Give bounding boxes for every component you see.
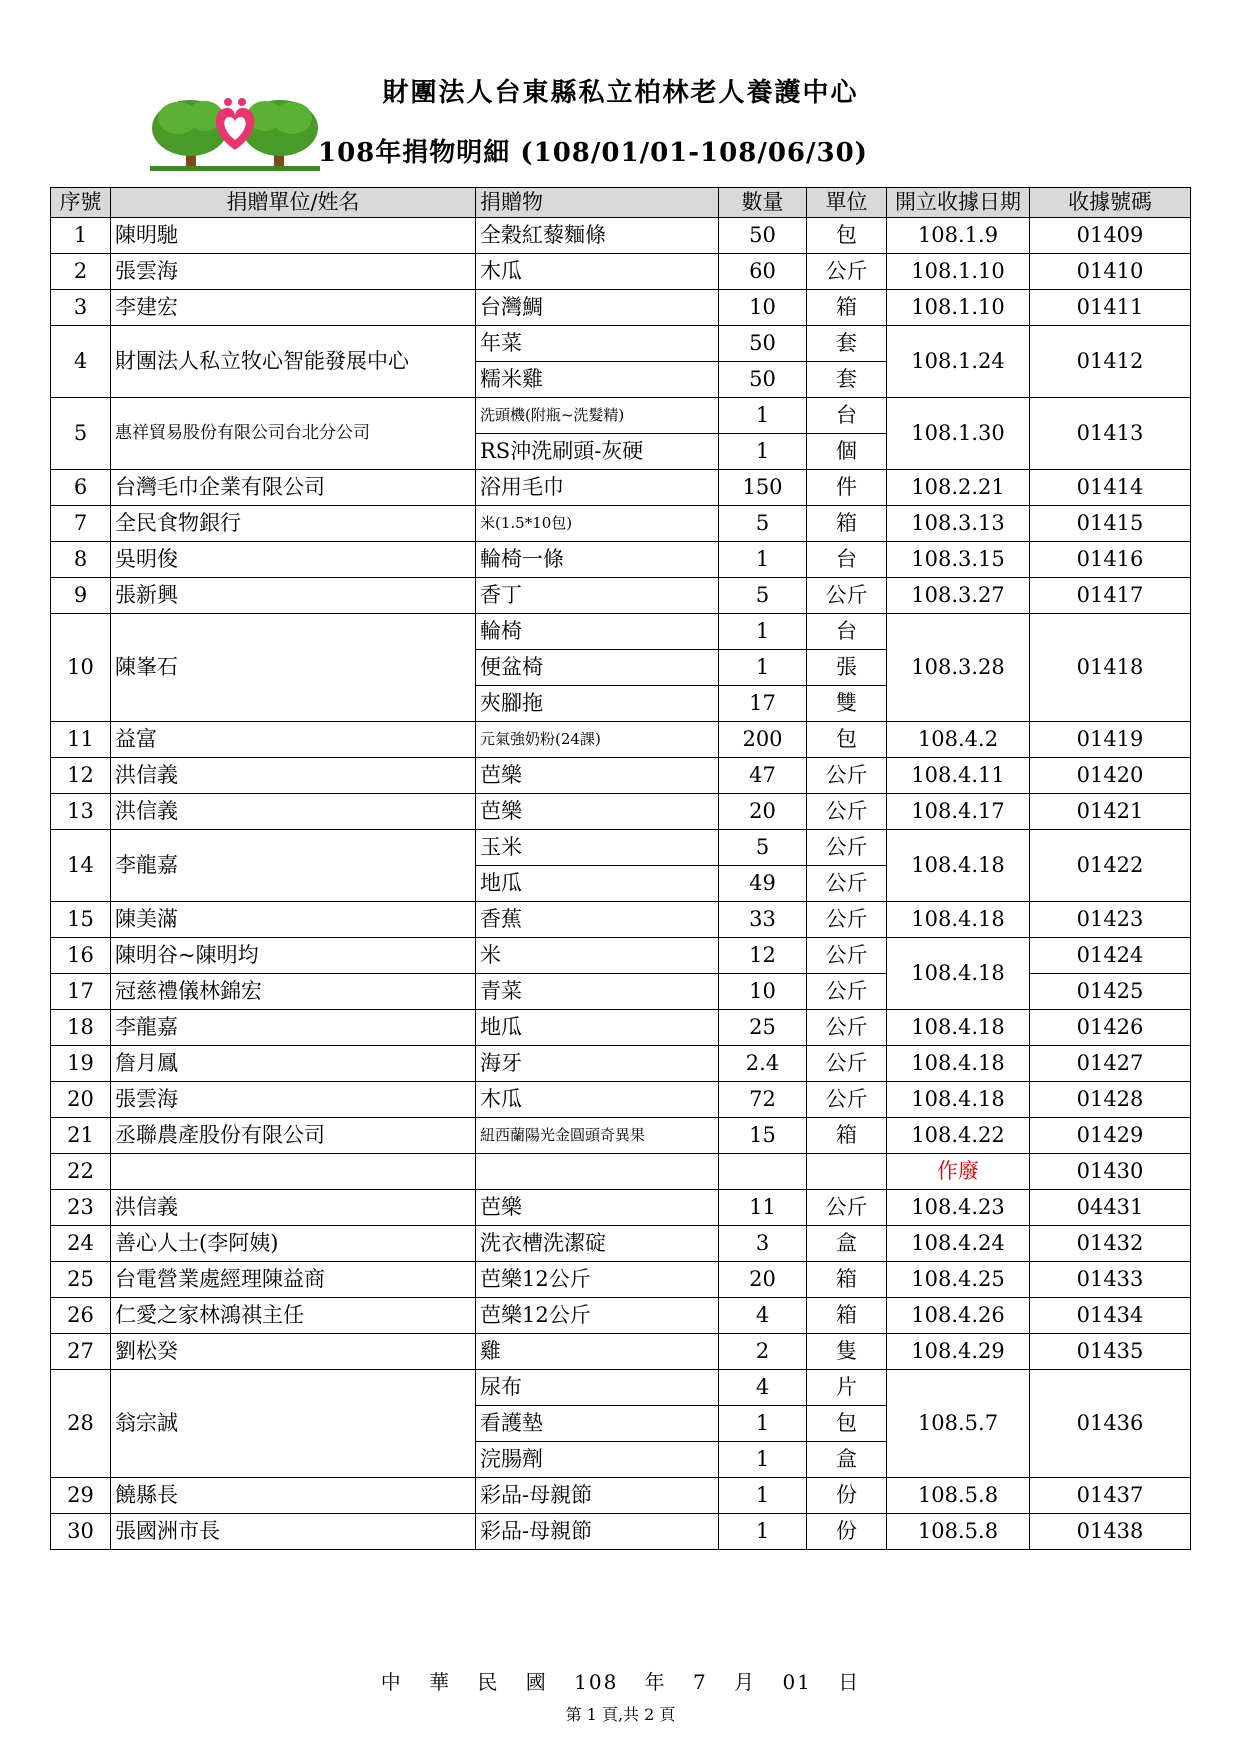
donated-item: 木瓜: [476, 254, 719, 290]
receipt-number: 01414: [1030, 470, 1191, 506]
quantity: 10: [719, 974, 807, 1010]
serial-number: 16: [51, 938, 111, 974]
receipt-date: 108.4.25: [887, 1262, 1030, 1298]
donated-item: 全穀紅藜麵條: [476, 218, 719, 254]
table-row: [51, 506, 1191, 542]
receipt-date: 108.1.10: [887, 290, 1030, 326]
quantity: 49: [719, 866, 807, 902]
unit: 公斤: [807, 794, 887, 830]
table-body: [51, 218, 1191, 1550]
donor-name: 張雲海: [111, 254, 476, 290]
quantity: 50: [719, 326, 807, 362]
receipt-number: 04431: [1030, 1190, 1191, 1226]
receipt-date: 108.3.15: [887, 542, 1030, 578]
column-header: 開立收據日期: [887, 188, 1030, 218]
donated-item: RS沖洗刷頭-灰硬: [476, 434, 719, 470]
unit: 公斤: [807, 1010, 887, 1046]
serial-number: 24: [51, 1226, 111, 1262]
quantity: 20: [719, 1262, 807, 1298]
unit: 套: [807, 326, 887, 362]
receipt-number: 01435: [1030, 1334, 1191, 1370]
quantity: 20: [719, 794, 807, 830]
serial-number: 23: [51, 1190, 111, 1226]
receipt-number: 01426: [1030, 1010, 1191, 1046]
donated-item: 芭樂12公斤: [476, 1262, 719, 1298]
donated-item: 玉米: [476, 830, 719, 866]
table-row: [51, 218, 1191, 254]
donated-item: 香蕉: [476, 902, 719, 938]
donor-name: 惠祥貿易股份有限公司台北分公司: [111, 398, 476, 470]
unit: 公斤: [807, 1046, 887, 1082]
receipt-date: 108.5.8: [887, 1478, 1030, 1514]
serial-number: 1: [51, 218, 111, 254]
unit: 包: [807, 722, 887, 758]
quantity: [719, 1154, 807, 1190]
unit: 份: [807, 1478, 887, 1514]
receipt-date: 108.3.13: [887, 506, 1030, 542]
receipt-number: 01434: [1030, 1298, 1191, 1334]
receipt-date: 108.4.23: [887, 1190, 1030, 1226]
table-row: [51, 1262, 1191, 1298]
donated-item: 芭樂: [476, 758, 719, 794]
receipt-date: 108.4.2: [887, 722, 1030, 758]
receipt-number: 01412: [1030, 326, 1191, 398]
donated-item: 便盆椅: [476, 650, 719, 686]
donor-name: 洪信義: [111, 758, 476, 794]
quantity: 50: [719, 362, 807, 398]
donated-item: 彩品-母親節: [476, 1514, 719, 1550]
tree-icon: [242, 100, 318, 168]
serial-number: 15: [51, 902, 111, 938]
quantity: 1: [719, 1442, 807, 1478]
column-header: 序號: [51, 188, 111, 218]
serial-number: 3: [51, 290, 111, 326]
donated-item: 米: [476, 938, 719, 974]
quantity: 5: [719, 506, 807, 542]
table-row: [51, 614, 1191, 650]
unit: 台: [807, 542, 887, 578]
receipt-number: 01418: [1030, 614, 1191, 722]
serial-number: 2: [51, 254, 111, 290]
donor-name: 台電營業處經理陳益商: [111, 1262, 476, 1298]
donor-name: 益富: [111, 722, 476, 758]
donor-name: 台灣毛巾企業有限公司: [111, 470, 476, 506]
table-row: [51, 1226, 1191, 1262]
table-row: [51, 254, 1191, 290]
donated-item: 香丁: [476, 578, 719, 614]
receipt-number: 01423: [1030, 902, 1191, 938]
unit: 公斤: [807, 1190, 887, 1226]
unit: 公斤: [807, 1082, 887, 1118]
unit: 隻: [807, 1334, 887, 1370]
quantity: 25: [719, 1010, 807, 1046]
receipt-number: 01409: [1030, 218, 1191, 254]
receipt-date: 108.5.8: [887, 1514, 1030, 1550]
unit: 公斤: [807, 578, 887, 614]
donated-item: 雞: [476, 1334, 719, 1370]
table-row: [51, 1118, 1191, 1154]
receipt-date: 108.1.10: [887, 254, 1030, 290]
donated-item: 台灣鯛: [476, 290, 719, 326]
receipt-date: 108.4.11: [887, 758, 1030, 794]
unit: 公斤: [807, 866, 887, 902]
receipt-date: 108.4.18: [887, 902, 1030, 938]
quantity: 2.4: [719, 1046, 807, 1082]
serial-number: 19: [51, 1046, 111, 1082]
quantity: 150: [719, 470, 807, 506]
unit: 雙: [807, 686, 887, 722]
table-row: [51, 830, 1191, 866]
unit: 個: [807, 434, 887, 470]
donated-item: 地瓜: [476, 866, 719, 902]
quantity: 5: [719, 578, 807, 614]
unit: 公斤: [807, 974, 887, 1010]
unit: 盒: [807, 1442, 887, 1478]
donated-item: 芭樂12公斤: [476, 1298, 719, 1334]
unit: 箱: [807, 1118, 887, 1154]
serial-number: 20: [51, 1082, 111, 1118]
receipt-date: 108.4.18: [887, 830, 1030, 902]
receipt-number: 01410: [1030, 254, 1191, 290]
donated-item: 輪椅: [476, 614, 719, 650]
serial-number: 6: [51, 470, 111, 506]
table-row: [51, 542, 1191, 578]
receipt-number: 01415: [1030, 506, 1191, 542]
donated-item: 看護墊: [476, 1406, 719, 1442]
receipt-number: 01424: [1030, 938, 1191, 974]
donor-name: 翁宗誠: [111, 1370, 476, 1478]
serial-number: 17: [51, 974, 111, 1010]
unit: 公斤: [807, 254, 887, 290]
receipt-number: 01413: [1030, 398, 1191, 470]
table-header-row: [51, 188, 1191, 218]
donated-item: 糯米雞: [476, 362, 719, 398]
donor-name: 善心人士(李阿姨): [111, 1226, 476, 1262]
donor-name: 詹月鳳: [111, 1046, 476, 1082]
donor-name: 張雲海: [111, 1082, 476, 1118]
receipt-number: 01417: [1030, 578, 1191, 614]
column-header: 捐贈單位/姓名: [111, 188, 476, 218]
quantity: 50: [719, 218, 807, 254]
serial-number: 9: [51, 578, 111, 614]
quantity: 1: [719, 650, 807, 686]
unit: [807, 1154, 887, 1190]
serial-number: 25: [51, 1262, 111, 1298]
quantity: 17: [719, 686, 807, 722]
serial-number: 22: [51, 1154, 111, 1190]
unit: 公斤: [807, 938, 887, 974]
donor-name: 張新興: [111, 578, 476, 614]
unit: 台: [807, 398, 887, 434]
receipt-date: 108.5.7: [887, 1370, 1030, 1478]
donor-name: 劉松癸: [111, 1334, 476, 1370]
unit: 片: [807, 1370, 887, 1406]
table-row: [51, 794, 1191, 830]
receipt-date: 108.4.18: [887, 938, 1030, 1010]
receipt-date: 108.1.30: [887, 398, 1030, 470]
receipt-number: 01429: [1030, 1118, 1191, 1154]
quantity: 1: [719, 1406, 807, 1442]
receipt-date: 108.4.29: [887, 1334, 1030, 1370]
table-row: [51, 1514, 1191, 1550]
quantity: 33: [719, 902, 807, 938]
receipt-number: 01411: [1030, 290, 1191, 326]
table-row: [51, 722, 1191, 758]
quantity: 3: [719, 1226, 807, 1262]
table-row: [51, 938, 1191, 974]
donated-item: 尿布: [476, 1370, 719, 1406]
donated-item: 青菜: [476, 974, 719, 1010]
donor-name: 陳美滿: [111, 902, 476, 938]
donor-name: 李龍嘉: [111, 830, 476, 902]
serial-number: 8: [51, 542, 111, 578]
quantity: 12: [719, 938, 807, 974]
quantity: 1: [719, 1478, 807, 1514]
donor-name: 吳明俊: [111, 542, 476, 578]
serial-number: 27: [51, 1334, 111, 1370]
quantity: 1: [719, 614, 807, 650]
column-header: 數量: [719, 188, 807, 218]
donor-name: 全民食物銀行: [111, 506, 476, 542]
table-row: [51, 1334, 1191, 1370]
table-row: [51, 290, 1191, 326]
donor-name: 洪信義: [111, 1190, 476, 1226]
donor-name: 李龍嘉: [111, 1010, 476, 1046]
quantity: 1: [719, 1514, 807, 1550]
unit: 包: [807, 1406, 887, 1442]
unit: 台: [807, 614, 887, 650]
receipt-date: 108.3.28: [887, 614, 1030, 722]
donor-name: 張國洲市長: [111, 1514, 476, 1550]
donor-name: 仁愛之家林鴻祺主任: [111, 1298, 476, 1334]
column-header: 收據號碼: [1030, 188, 1191, 218]
quantity: 4: [719, 1370, 807, 1406]
donor-name: [111, 1154, 476, 1190]
table-row: [51, 1478, 1191, 1514]
unit: 箱: [807, 1298, 887, 1334]
unit: 盒: [807, 1226, 887, 1262]
receipt-number: 01428: [1030, 1082, 1191, 1118]
quantity: 72: [719, 1082, 807, 1118]
quantity: 1: [719, 398, 807, 434]
donor-name: 饒縣長: [111, 1478, 476, 1514]
receipt-number: 01430: [1030, 1154, 1191, 1190]
donated-item: 輪椅一條: [476, 542, 719, 578]
quantity: 4: [719, 1298, 807, 1334]
quantity: 60: [719, 254, 807, 290]
receipt-date: 108.3.27: [887, 578, 1030, 614]
serial-number: 21: [51, 1118, 111, 1154]
receipt-date: 作廢: [887, 1154, 1030, 1190]
unit: 套: [807, 362, 887, 398]
donor-name: 陳峯石: [111, 614, 476, 722]
receipt-date: 108.1.24: [887, 326, 1030, 398]
column-header: 捐贈物: [476, 188, 719, 218]
receipt-number: 01437: [1030, 1478, 1191, 1514]
receipt-date: 108.4.18: [887, 1010, 1030, 1046]
quantity: 11: [719, 1190, 807, 1226]
donated-item: 木瓜: [476, 1082, 719, 1118]
receipt-date: 108.4.17: [887, 794, 1030, 830]
serial-number: 30: [51, 1514, 111, 1550]
donated-item: 彩品-母親節: [476, 1478, 719, 1514]
unit: 箱: [807, 1262, 887, 1298]
serial-number: 10: [51, 614, 111, 722]
donated-item: 芭樂: [476, 1190, 719, 1226]
donated-item: [476, 1154, 719, 1190]
report-subtitle: 108年捐物明細 (108/01/01-108/06/30): [318, 138, 868, 168]
quantity: 10: [719, 290, 807, 326]
serial-number: 28: [51, 1370, 111, 1478]
table-row: [51, 1010, 1191, 1046]
donated-item: 浣腸劑: [476, 1442, 719, 1478]
receipt-number: 01438: [1030, 1514, 1191, 1550]
receipt-number: 01420: [1030, 758, 1191, 794]
quantity: 5: [719, 830, 807, 866]
table-row: [51, 398, 1191, 434]
serial-number: 11: [51, 722, 111, 758]
quantity: 47: [719, 758, 807, 794]
quantity: 1: [719, 434, 807, 470]
serial-number: 26: [51, 1298, 111, 1334]
donated-item: 海牙: [476, 1046, 719, 1082]
serial-number: 29: [51, 1478, 111, 1514]
donated-item: 米(1.5*10包): [476, 506, 719, 542]
unit: 件: [807, 470, 887, 506]
table-row: [51, 1370, 1191, 1406]
serial-number: 13: [51, 794, 111, 830]
receipt-number: 01432: [1030, 1226, 1191, 1262]
donor-name: 丞聯農產股份有限公司: [111, 1118, 476, 1154]
donated-item: 夾腳拖: [476, 686, 719, 722]
donor-name: 財團法人私立牧心智能發展中心: [111, 326, 476, 398]
table-row: [51, 578, 1191, 614]
donor-name: 冠慈禮儀林錦宏: [111, 974, 476, 1010]
donation-table: [50, 187, 1191, 1550]
table-row: [51, 758, 1191, 794]
table-row: [51, 470, 1191, 506]
serial-number: 5: [51, 398, 111, 470]
receipt-date: 108.4.18: [887, 1046, 1030, 1082]
receipt-date: 108.4.22: [887, 1118, 1030, 1154]
serial-number: 4: [51, 326, 111, 398]
receipt-date: 108.4.24: [887, 1226, 1030, 1262]
table-row: [51, 1082, 1191, 1118]
receipt-date: 108.1.9: [887, 218, 1030, 254]
unit: 公斤: [807, 830, 887, 866]
quantity: 200: [719, 722, 807, 758]
receipt-number: 01433: [1030, 1262, 1191, 1298]
table-row: [51, 1298, 1191, 1334]
donated-item: 洗頭機(附瓶~洗髮精): [476, 398, 719, 434]
serial-number: 14: [51, 830, 111, 902]
donated-item: 洗衣槽洗潔碇: [476, 1226, 719, 1262]
unit: 張: [807, 650, 887, 686]
receipt-number: 01436: [1030, 1370, 1191, 1478]
page-number: 第 1 頁,共 2 頁: [565, 1705, 676, 1724]
donated-item: 地瓜: [476, 1010, 719, 1046]
tree-icon: [152, 100, 228, 168]
serial-number: 18: [51, 1010, 111, 1046]
unit: 公斤: [807, 902, 887, 938]
quantity: 15: [719, 1118, 807, 1154]
donated-item: 年菜: [476, 326, 719, 362]
donor-name: 洪信義: [111, 794, 476, 830]
receipt-number: 01425: [1030, 974, 1191, 1010]
receipt-date: 108.4.26: [887, 1298, 1030, 1334]
receipt-number: 01427: [1030, 1046, 1191, 1082]
receipt-date: 108.2.21: [887, 470, 1030, 506]
receipt-number: 01421: [1030, 794, 1191, 830]
receipt-number: 01419: [1030, 722, 1191, 758]
donated-item: 芭樂: [476, 794, 719, 830]
unit: 箱: [807, 506, 887, 542]
donated-item: 紐西蘭陽光金圓頭奇異果: [476, 1118, 719, 1154]
unit: 份: [807, 1514, 887, 1550]
table-row: [51, 326, 1191, 362]
table-row: [51, 1190, 1191, 1226]
table-row: [51, 1046, 1191, 1082]
column-header: 單位: [807, 188, 887, 218]
donated-item: 浴用毛巾: [476, 470, 719, 506]
donor-name: 李建宏: [111, 290, 476, 326]
quantity: 1: [719, 542, 807, 578]
donor-name: 陳明馳: [111, 218, 476, 254]
donor-name: 陳明谷~陳明均: [111, 938, 476, 974]
quantity: 2: [719, 1334, 807, 1370]
issue-date: 中 華 民 國 108 年 7 月 01 日: [380, 1670, 861, 1694]
table-row: [51, 902, 1191, 938]
unit: 包: [807, 218, 887, 254]
serial-number: 12: [51, 758, 111, 794]
unit: 公斤: [807, 758, 887, 794]
receipt-date: 108.4.18: [887, 1082, 1030, 1118]
org-title: 財團法人台東縣私立柏林老人養護中心: [382, 78, 859, 108]
table-row: [51, 1154, 1191, 1190]
unit: 箱: [807, 290, 887, 326]
receipt-number: 01416: [1030, 542, 1191, 578]
receipt-number: 01422: [1030, 830, 1191, 902]
donated-item: 元氣強奶粉(24課): [476, 722, 719, 758]
serial-number: 7: [51, 506, 111, 542]
